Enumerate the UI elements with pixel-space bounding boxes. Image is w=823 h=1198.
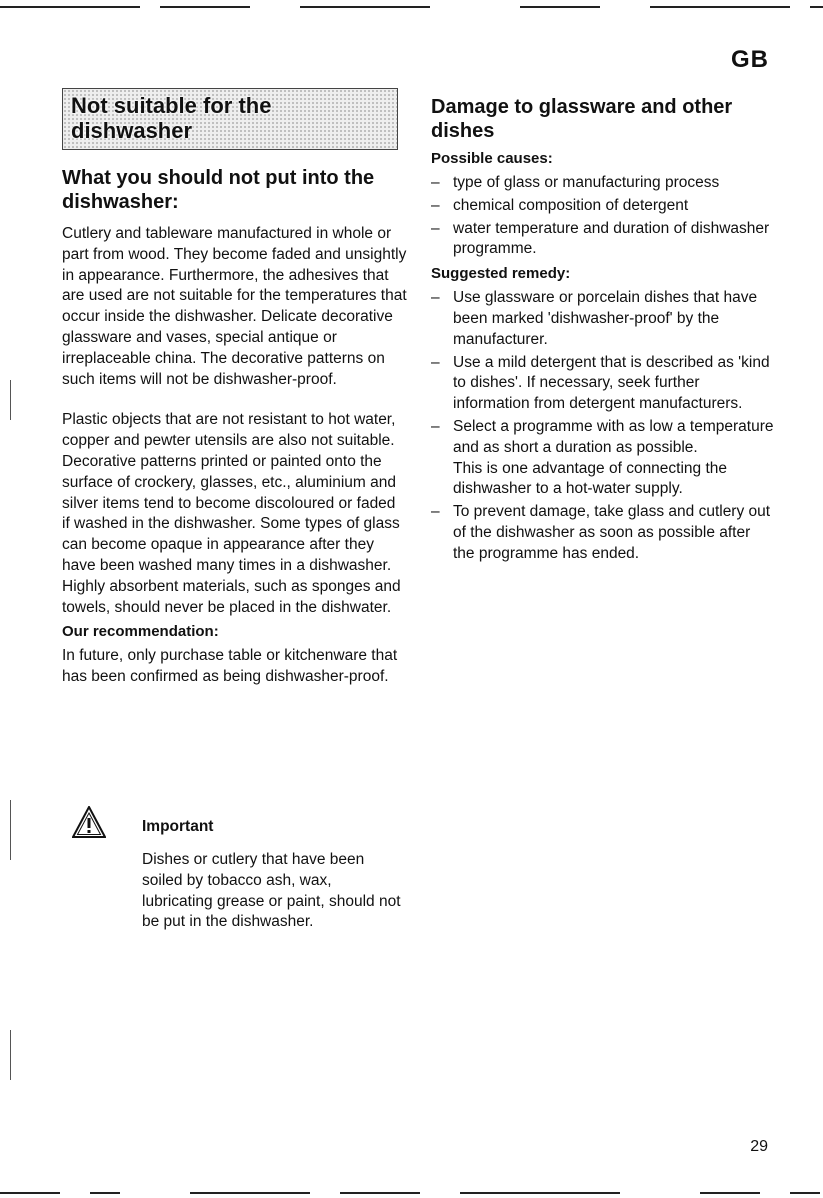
list-item: – To prevent damage, take glass and cutlery out of the dishwasher as soon as possible after the programme has ended. — [431, 503, 771, 562]
language-tag: GB — [731, 46, 769, 73]
important-text: Dishes or cutlery that have been soiled by tobacco ash, wax, lubricating grease or paint, should not be put in the dishwasher. — [142, 851, 401, 931]
list-item: – Use a mild detergent that is described as 'kind to dishes'. If necessary, seek further information from detergent manufacturers. — [431, 353, 770, 413]
dash-icon: – — [431, 417, 440, 435]
important-label: Important — [142, 818, 214, 835]
dash-icon: – — [431, 289, 440, 307]
list-item: – chemical composition of detergent — [431, 196, 776, 217]
dash-icon: – — [431, 196, 440, 214]
section-banner — [62, 88, 398, 150]
remedy-note: This is one advantage of connecting the dishwasher to a hot-water supply. — [453, 459, 728, 498]
margin-mark — [10, 1030, 11, 1080]
dash-icon: – — [431, 174, 440, 191]
list-item: – water temperature and duration of dishwasher programme. — [431, 219, 770, 258]
remedy-list — [431, 288, 776, 564]
page-number: 29 — [750, 1138, 768, 1155]
left-heading: What you should not put into the dishwasher: — [62, 167, 375, 213]
dash-icon: – — [431, 503, 440, 521]
list-item: – type of glass or manufacturing process — [431, 173, 776, 194]
left-paragraph-1: Cutlery and tableware manufactured in whole or part from wood. They become faded and unsightly in appearance. Furthermore, the adhesives that are used are not suitable for the temperatures that occur inside the dishwasher. Delicate decorative glassware and vases, special antique or irreplaceable china. The decorative patterns on such items will not be dishwasher-proof. — [62, 225, 407, 388]
dash-icon: – — [431, 219, 440, 237]
banner-title: Not suitable for the dishwasher — [71, 93, 272, 143]
margin-mark — [10, 380, 11, 420]
left-paragraph-2: Plastic objects that are not resistant to hot water, copper and pewter utensils are also not suitable. Decorative patterns printed or painted onto the surface of crockery, glasses, etc., aluminium and silver items tend to become discoloured or faded if washed in the dishwasher. Some types of glass can become opaque in appearance after they have been washed many times in a dishwasher. Highly absorbent materials, such as sponges and towels, should never be placed in the dishwater. — [62, 411, 401, 616]
left-column — [62, 166, 407, 688]
remedy-heading: Suggested remedy: — [431, 265, 571, 283]
recommendation-heading: Our recommendation: — [62, 623, 219, 641]
recommendation-text: In future, only purchase table or kitchenware that has been confirmed as being dishwasher-proof. — [62, 647, 398, 686]
causes-list — [431, 173, 776, 260]
margin-mark — [10, 800, 11, 860]
warning-triangle-icon — [72, 806, 106, 838]
list-item: – Use glassware or porcelain dishes that have been marked 'dishwasher-proof' by the manufacturer. — [431, 289, 758, 348]
bottom-border-line — [0, 1192, 823, 1194]
right-heading: Damage to glassware and other dishes — [431, 96, 733, 142]
list-item: – Select a programme with as low a temperature and as short a duration as possible. This is one advantage of connecting the dishwasher to a hot-water supply. — [431, 417, 774, 498]
important-notice — [62, 806, 407, 966]
right-column — [431, 95, 776, 567]
dash-icon: – — [431, 353, 440, 371]
causes-heading: Possible causes: — [431, 150, 553, 167]
top-border-line — [0, 6, 823, 8]
